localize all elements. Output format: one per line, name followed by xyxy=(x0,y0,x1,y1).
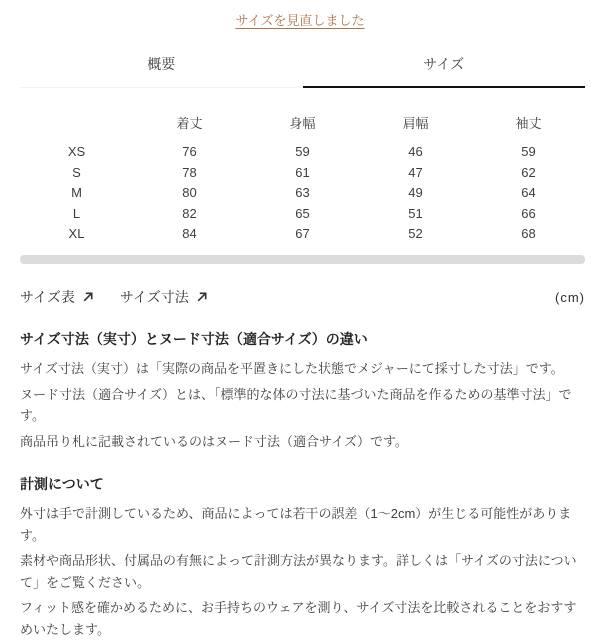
section-measurement xyxy=(20,474,585,640)
section-heading: 計測について xyxy=(20,476,104,492)
size-table xyxy=(20,112,585,244)
measurement-cell: 51 xyxy=(408,205,423,221)
column-header: 肩幅 xyxy=(402,115,429,131)
table-footer xyxy=(20,287,585,307)
table-scrollbar[interactable] xyxy=(20,255,585,264)
size-row-label: L xyxy=(72,205,81,221)
measurement-cell: 52 xyxy=(408,226,423,242)
section-paragraph: 外寸は手で計測しているため、商品によっては若干の誤差（1～2cm）が生じる可能性があります。 xyxy=(20,506,572,543)
section-paragraph: ヌード寸法（適合サイズ）とは、「標準的な体の寸法に基づいた商品を作るための基準寸法」です。 xyxy=(20,386,572,423)
table-row xyxy=(20,203,585,224)
measurement-cell: 80 xyxy=(182,185,197,201)
table-row xyxy=(20,224,585,245)
measurement-cell: 65 xyxy=(295,205,310,221)
section-paragraph: フィット感を確かめるために、お手持ちのウェアを測り、サイズ寸法を比較されることをおすすめいたします。 xyxy=(20,600,577,637)
table-row xyxy=(20,142,585,163)
size-chart-link-label: サイズ表 xyxy=(20,289,75,305)
measurement-cell: 63 xyxy=(295,185,310,201)
measurement-cell: 62 xyxy=(521,164,536,180)
measurement-cell: 76 xyxy=(182,144,197,160)
table-header-row xyxy=(20,112,585,133)
arrow-up-right-icon xyxy=(82,291,94,303)
section-heading: サイズ寸法（実寸）とヌード寸法（適合サイズ）の違い xyxy=(20,331,368,347)
tab-overview[interactable]: 概要 xyxy=(20,46,303,88)
tab-bar xyxy=(20,46,585,88)
measurement-cell: 82 xyxy=(182,205,197,221)
tab-size[interactable]: サイズ xyxy=(303,46,586,88)
column-header: 袖丈 xyxy=(515,115,542,131)
unit-label: (cm) xyxy=(555,289,585,305)
section-difference xyxy=(20,329,585,452)
size-row-label: XL xyxy=(68,226,85,242)
measurement-cell: 61 xyxy=(295,164,310,180)
size-measurements-link-label: サイズ寸法 xyxy=(119,289,189,305)
notice-bar xyxy=(0,0,600,30)
size-measurements-link[interactable] xyxy=(120,287,208,307)
column-header: 身幅 xyxy=(289,115,316,131)
size-row-label: M xyxy=(71,185,82,201)
measurement-cell: 47 xyxy=(408,164,423,180)
measurement-cell: 64 xyxy=(521,185,536,201)
section-paragraph: 素材や商品形状、付属品の有無によって計測方法が異なります。詳しくは「サイズの寸法について」をご覧ください。 xyxy=(20,553,577,590)
measurement-cell: 49 xyxy=(408,185,423,201)
footer-links xyxy=(20,287,234,307)
section-paragraph: サイズ寸法（実寸）は「実際の商品を平置きにした状態でメジャーにて採寸した寸法」です。 xyxy=(20,361,564,376)
info-sections xyxy=(20,329,585,640)
arrow-up-right-icon xyxy=(196,291,208,303)
measurement-cell: 59 xyxy=(295,144,310,160)
size-row-label: S xyxy=(72,164,81,180)
measurement-cell: 66 xyxy=(521,205,536,221)
measurement-cell: 67 xyxy=(295,226,310,242)
size-chart-link[interactable] xyxy=(20,287,94,307)
measurement-cell: 78 xyxy=(182,164,197,180)
column-header: 着丈 xyxy=(176,115,203,131)
table-row xyxy=(20,183,585,204)
section-paragraph: 商品吊り札に記載されているのはヌード寸法（適合サイズ）です。 xyxy=(20,433,408,449)
measurement-cell: 84 xyxy=(182,226,197,242)
measurement-cell: 68 xyxy=(521,226,536,242)
size-row-label: XS xyxy=(67,144,86,160)
measurement-cell: 59 xyxy=(521,144,536,160)
size-revised-link[interactable]: サイズを見直しました xyxy=(235,13,365,28)
measurement-cell: 46 xyxy=(408,144,423,160)
table-row xyxy=(20,162,585,183)
